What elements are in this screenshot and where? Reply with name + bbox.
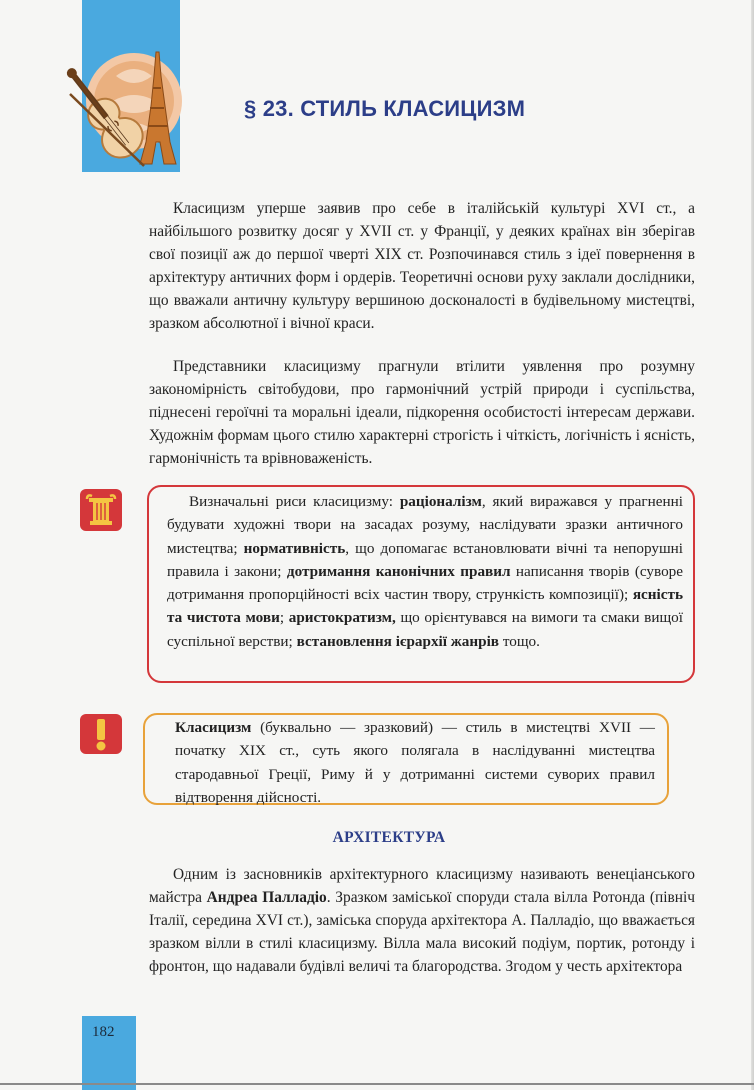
architecture-paragraph: Одним із засновників архітектурного класицизму називають венеціанського майстра Андреа Палладіо. Зразком заміської споруди стала вілла Ротонда (північ Італії, середина XVI ст.), заміська споруда архітектора А. Палладіо, що вважається зразком вілли в стилі класицизму. Вілла мала високий подіум, портик, ротонду і фронтон, що надавали будівлі величі та благородства. Згодом у честь архітектора (149, 866, 695, 975)
section-heading-architecture: АРХІТЕКТУРА (332, 829, 446, 846)
key-features-box (147, 485, 695, 683)
violin-eiffel-tower-icon (64, 46, 190, 176)
column-icon (80, 489, 122, 531)
page-number: 182 (92, 1024, 115, 1040)
definition-text: Класицизм (буквально — зразковий) — стиль в мистецтві XVII — початку XIX ст., суть якого полягала в наслідуванні мистецтва стародавньої Греції, Риму й у дотриманні системи суворих правил відтворення дійсності. (175, 719, 655, 806)
definition-term: Класицизм (175, 719, 252, 736)
chapter-title: § 23. СТИЛЬ КЛАСИЦИЗМ (244, 96, 526, 121)
architect-name: Андреа Палладіо (206, 889, 327, 906)
intro-paragraph-1: Класицизм уперше заявив про себе в італійській культурі XVI ст., а найбільшого розвитку досяг у XVII ст. у Франції, у деяких країнах він зберігав свої позиції аж до першої чверті XIX ст. Розпочинався стиль з ідеї повернення в архітектуру античних форм і ордерів. Теоретичні основи руху заклали дослідники, що вважали античну культуру вершиною досконалості в будівельному мистецтві, зразком абсолютної і вічної краси. (149, 200, 695, 332)
page-bottom-border (0, 1083, 754, 1085)
key-features-text: Визначальні риси класицизму: раціоналізм, який виражався у прагненні будувати художні твори на засадах розуму, наслідувати зразки античного мистецтва; нормативність, що допомагає встановлювати вічні та непорушні правила і закони; дотримання канонічних правил написання творів (суворе дотримання пропорційності всіх частин твору, стрункість композиції); ясність та чистота мови; аристократизм, що орієнтувався на вимоги та смаки вищої суспільної верстви; встановлення ієрархії жанрів тощо. (167, 493, 684, 650)
intro-paragraph-2: Представники класицизму прагнули втілити уявлення про розумну закономірність світобудови, про гармонічний устрій природи і суспільства, піднесені героїчні та моральні ідеали, підкорення особистості інтересам держави. Художнім формам цього стилю характерні строгість і чіткість, логічність і ясність, гармонічність та врівноваженість. (149, 358, 695, 467)
definition-box (143, 713, 669, 805)
exclamation-icon (80, 714, 122, 754)
